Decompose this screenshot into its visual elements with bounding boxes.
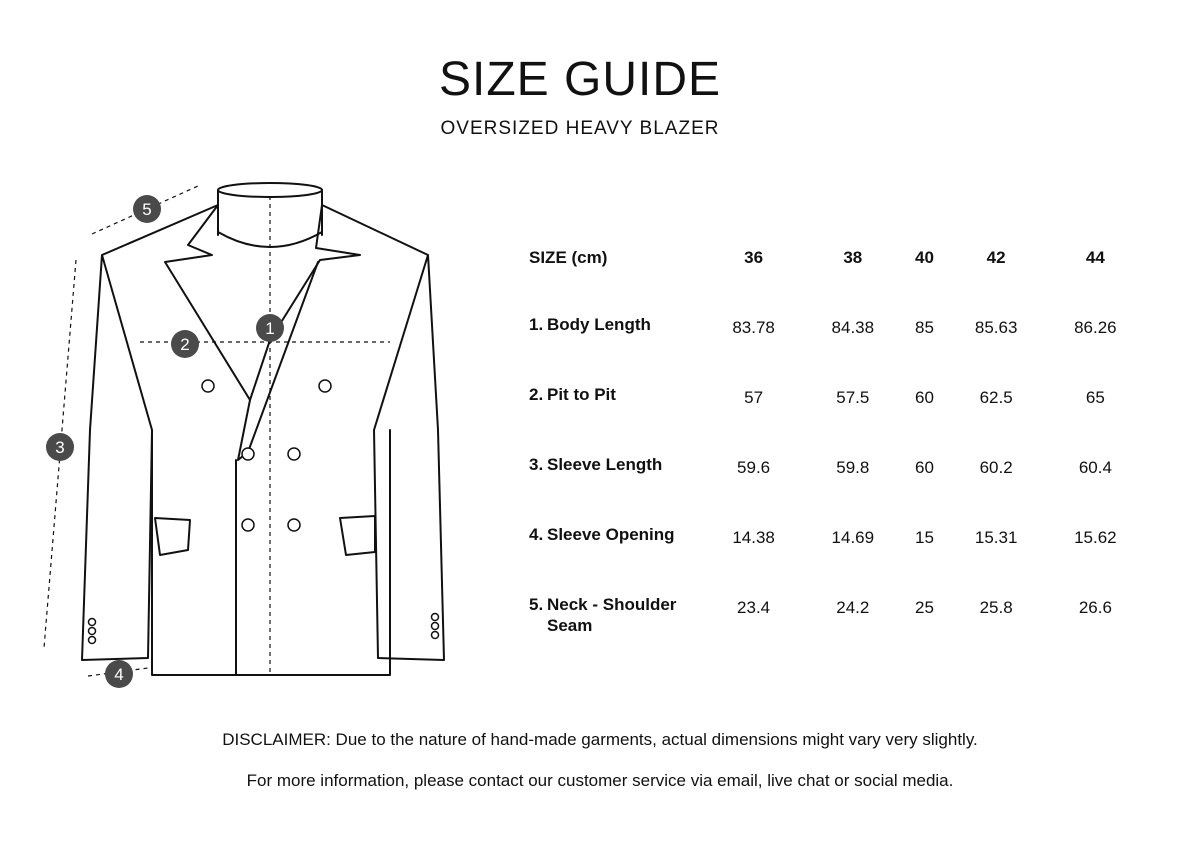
size-col-header: 38 (843, 248, 863, 267)
contact-text: For more information, please contact our customer service via email, live chat or social media. (246, 771, 954, 790)
row-label (525, 594, 704, 664)
size-col-header: 40 (915, 248, 934, 267)
marker-2-label: 2 (180, 335, 190, 354)
row-label (525, 384, 704, 454)
table-cell: 15.31 (974, 528, 1018, 547)
marker-5-label: 5 (142, 200, 152, 219)
table-cell: 62.5 (979, 388, 1013, 407)
button-dot (242, 519, 254, 531)
table-cell: 85.63 (974, 318, 1018, 337)
table-cell: 59.6 (737, 458, 771, 477)
table-row (525, 594, 1145, 664)
table-cell: 60 (915, 458, 934, 477)
table-cell: 26.6 (1078, 598, 1112, 617)
table-cell: 57 (744, 388, 764, 407)
row-number: 4. (529, 525, 544, 544)
marker-3-label: 3 (55, 438, 65, 457)
table-cell: 14.38 (732, 528, 775, 547)
table-cell: 65 (1085, 388, 1105, 407)
button-dot (202, 380, 214, 392)
table-cell: 15 (915, 528, 934, 547)
disclaimer-text: DISCLAIMER: Due to the nature of hand-made garments, actual dimensions might vary very slightly. (222, 730, 978, 749)
table-cell: 24.2 (836, 598, 870, 617)
table-cell: 23.4 (737, 598, 771, 617)
size-header-label: SIZE (cm) (529, 248, 608, 267)
row-label-text: Pit to Pit (547, 385, 616, 404)
button-dot (288, 519, 300, 531)
table-cell: 60 (915, 388, 934, 407)
table-cell: 59.8 (836, 458, 870, 477)
row-number: 5. (529, 595, 544, 614)
row-number: 2. (529, 385, 544, 404)
row-number: 3. (529, 455, 544, 474)
row-label-text: Sleeve Length (547, 455, 663, 474)
table-cell: 60.2 (979, 458, 1013, 477)
table-row (525, 454, 1145, 524)
row-label-text: Body Length (547, 315, 651, 334)
table-cell: 57.5 (836, 388, 870, 407)
product-name: OVERSIZED HEAVY BLAZER (440, 118, 720, 139)
table-cell: 15.62 (1074, 528, 1117, 547)
table-cell: 85 (915, 318, 934, 337)
size-table (525, 240, 1145, 664)
marker-1-label: 1 (265, 319, 275, 338)
table-cell: 60.4 (1078, 458, 1112, 477)
table-cell: 83.78 (732, 318, 775, 337)
button-dot (319, 380, 331, 392)
button-dot (242, 448, 254, 460)
blazer-diagram (0, 170, 480, 710)
size-col-header: 36 (744, 248, 764, 267)
table-cell: 84.38 (831, 318, 875, 337)
size-col-header: 42 (986, 248, 1006, 267)
table-cell: 86.26 (1074, 318, 1117, 337)
row-label (525, 454, 704, 524)
button-dot (288, 448, 300, 460)
size-col-header: 44 (1085, 248, 1105, 267)
row-label (525, 314, 704, 384)
row-label-text: Neck - Shoulder Seam (547, 595, 677, 635)
table-cell: 25.8 (979, 598, 1013, 617)
marker-4-label: 4 (114, 665, 124, 684)
table-header-row (525, 240, 1145, 314)
table-row (525, 314, 1145, 384)
row-label (525, 524, 704, 594)
table-cell: 25 (915, 598, 934, 617)
row-number: 1. (529, 315, 544, 334)
blazer-illustration (0, 170, 480, 710)
table-row (525, 524, 1145, 594)
table-cell: 14.69 (831, 528, 875, 547)
table-row (525, 384, 1145, 454)
page-title: SIZE GUIDE (438, 53, 722, 106)
row-label-text: Sleeve Opening (547, 525, 675, 544)
